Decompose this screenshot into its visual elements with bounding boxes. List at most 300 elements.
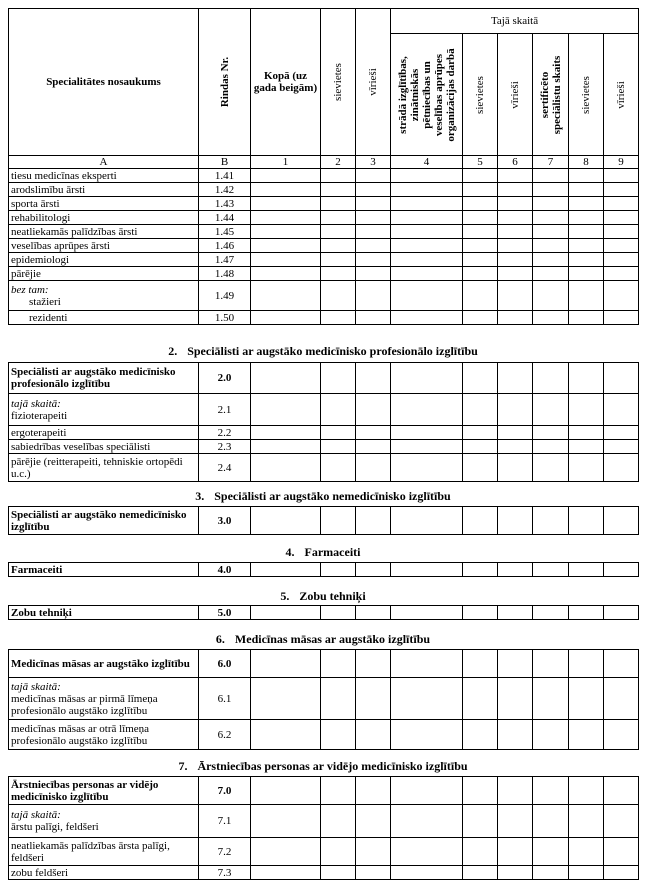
value-cell[interactable] <box>463 311 498 325</box>
value-cell[interactable] <box>356 253 391 267</box>
value-cell[interactable] <box>391 678 463 720</box>
value-cell[interactable] <box>463 606 498 620</box>
value-cell[interactable] <box>604 440 639 454</box>
section-table <box>8 605 639 620</box>
value-cell[interactable] <box>533 720 569 750</box>
value-cell[interactable] <box>498 363 533 394</box>
value-cell[interactable] <box>604 225 639 239</box>
value-cell[interactable] <box>533 650 569 678</box>
value-cell[interactable] <box>356 678 391 720</box>
value-cell[interactable] <box>391 183 463 197</box>
table-row <box>9 394 639 426</box>
value-cell[interactable] <box>604 169 639 183</box>
value-cell[interactable] <box>569 267 604 281</box>
value-cell[interactable] <box>569 394 604 426</box>
value-cell[interactable] <box>569 678 604 720</box>
table-row <box>9 563 639 577</box>
row-name-cell <box>9 777 199 805</box>
value-cell[interactable] <box>251 866 321 880</box>
value-cell[interactable] <box>498 606 533 620</box>
value-cell[interactable] <box>498 678 533 720</box>
column-code: 9 <box>604 156 639 169</box>
row-name-cell <box>9 169 199 183</box>
value-cell[interactable] <box>569 183 604 197</box>
value-cell[interactable] <box>569 281 604 311</box>
value-cell[interactable] <box>251 183 321 197</box>
value-cell[interactable] <box>604 650 639 678</box>
value-cell[interactable] <box>391 267 463 281</box>
value-cell[interactable] <box>321 454 356 482</box>
value-cell[interactable] <box>463 838 498 866</box>
value-cell[interactable] <box>533 426 569 440</box>
value-cell[interactable] <box>604 183 639 197</box>
value-cell[interactable] <box>569 650 604 678</box>
row-number-cell: 1.46 <box>199 239 251 253</box>
value-cell[interactable] <box>604 426 639 440</box>
value-cell[interactable] <box>463 720 498 750</box>
value-cell[interactable] <box>463 169 498 183</box>
value-cell[interactable] <box>391 507 463 535</box>
value-cell[interactable] <box>498 225 533 239</box>
value-cell[interactable] <box>356 211 391 225</box>
value-cell[interactable] <box>498 507 533 535</box>
row-name-cell <box>9 426 199 440</box>
value-cell[interactable] <box>463 563 498 577</box>
working-label <box>397 48 457 141</box>
table-row <box>9 678 639 720</box>
header-total-cell: Kopā (uz gada beigām) <box>251 9 321 156</box>
value-cell[interactable] <box>251 720 321 750</box>
section-title-text: Speciālisti ar augstāko nemedicīnisko izglītību <box>214 489 451 503</box>
value-cell[interactable] <box>533 777 569 805</box>
header-men-cell: vīrieši <box>356 9 391 156</box>
value-cell[interactable] <box>463 211 498 225</box>
row-name: ergoterapeiti <box>11 426 67 439</box>
section-title <box>8 632 638 646</box>
value-cell[interactable] <box>356 866 391 880</box>
row-number-cell: 1.41 <box>199 169 251 183</box>
value-cell[interactable] <box>251 606 321 620</box>
certified-label <box>539 55 563 134</box>
value-cell[interactable] <box>569 169 604 183</box>
value-cell[interactable] <box>604 394 639 426</box>
value-cell[interactable] <box>356 563 391 577</box>
value-cell[interactable] <box>251 281 321 311</box>
value-cell[interactable] <box>604 720 639 750</box>
value-cell[interactable] <box>463 253 498 267</box>
value-cell[interactable] <box>251 239 321 253</box>
value-cell[interactable] <box>533 363 569 394</box>
value-cell[interactable] <box>251 563 321 577</box>
table-row <box>9 720 639 750</box>
value-cell[interactable] <box>604 211 639 225</box>
value-cell[interactable] <box>498 777 533 805</box>
value-cell[interactable] <box>391 606 463 620</box>
value-cell[interactable] <box>569 563 604 577</box>
value-cell[interactable] <box>604 678 639 720</box>
value-cell[interactable] <box>251 267 321 281</box>
value-cell[interactable] <box>321 720 356 750</box>
value-cell[interactable] <box>533 394 569 426</box>
value-cell[interactable] <box>251 311 321 325</box>
value-cell[interactable] <box>604 563 639 577</box>
row-name: pārējie (reitterapeiti, tehniskie ortopēdi u.c.) <box>11 455 183 480</box>
table-row <box>9 838 639 866</box>
value-cell[interactable] <box>533 169 569 183</box>
value-cell[interactable] <box>533 866 569 880</box>
value-cell[interactable] <box>356 267 391 281</box>
value-cell[interactable] <box>463 239 498 253</box>
section-title-text: Medicīnas māsas ar augstāko izglītību <box>234 632 431 646</box>
value-cell[interactable] <box>251 650 321 678</box>
value-cell[interactable] <box>498 394 533 426</box>
value-cell[interactable] <box>604 805 639 838</box>
value-cell[interactable] <box>321 183 356 197</box>
value-cell[interactable] <box>391 169 463 183</box>
value-cell[interactable] <box>498 281 533 311</box>
column-codes-row <box>9 156 639 169</box>
value-cell[interactable] <box>251 363 321 394</box>
value-cell[interactable] <box>498 169 533 183</box>
value-cell[interactable] <box>356 805 391 838</box>
value-cell[interactable] <box>569 239 604 253</box>
value-cell[interactable] <box>604 311 639 325</box>
value-cell[interactable] <box>356 777 391 805</box>
value-cell[interactable] <box>251 426 321 440</box>
value-cell[interactable] <box>463 197 498 211</box>
value-cell[interactable] <box>391 363 463 394</box>
value-cell[interactable] <box>321 363 356 394</box>
value-cell[interactable] <box>569 440 604 454</box>
column-code: 1 <box>251 156 321 169</box>
value-cell[interactable] <box>533 563 569 577</box>
value-cell[interactable] <box>498 805 533 838</box>
value-cell[interactable] <box>251 440 321 454</box>
row-number-cell: 7.3 <box>199 866 251 880</box>
value-cell[interactable] <box>533 211 569 225</box>
value-cell[interactable] <box>604 239 639 253</box>
value-cell[interactable] <box>498 838 533 866</box>
row-italic-note: tajā skaitā: <box>11 809 61 821</box>
value-cell[interactable] <box>604 838 639 866</box>
value-cell[interactable] <box>391 426 463 440</box>
header-working-men-cell: vīrieši <box>498 34 533 156</box>
table-row <box>9 606 639 620</box>
row-name: stažieri <box>29 295 61 308</box>
row-name-cell <box>9 225 199 239</box>
row-name: zobu feldšeri <box>11 866 69 879</box>
row-name-cell <box>9 650 199 678</box>
value-cell[interactable] <box>498 866 533 880</box>
value-cell[interactable] <box>321 426 356 440</box>
table-row <box>9 454 639 482</box>
value-cell[interactable] <box>604 363 639 394</box>
row-name: Speciālisti ar augstāko nemedicīnisko izglītību <box>11 508 187 533</box>
value-cell[interactable] <box>251 777 321 805</box>
value-cell[interactable] <box>356 225 391 239</box>
row-name: arodslimību ārsti <box>11 183 86 196</box>
value-cell[interactable] <box>463 225 498 239</box>
value-cell[interactable] <box>391 311 463 325</box>
value-cell[interactable] <box>533 805 569 838</box>
value-cell[interactable] <box>569 426 604 440</box>
row-number-cell: 1.44 <box>199 211 251 225</box>
value-cell[interactable] <box>604 197 639 211</box>
value-cell[interactable] <box>321 678 356 720</box>
value-cell[interactable] <box>569 507 604 535</box>
section-number: 6. <box>215 632 225 646</box>
row-name: Ārstniecības personas ar vidējo medicīnisko izglītību <box>11 778 159 803</box>
value-cell[interactable] <box>569 454 604 482</box>
value-cell[interactable] <box>533 678 569 720</box>
value-cell[interactable] <box>569 311 604 325</box>
value-cell[interactable] <box>569 225 604 239</box>
row-name: epidemiologi <box>11 253 70 266</box>
row-name-cell <box>9 211 199 225</box>
value-cell[interactable] <box>569 805 604 838</box>
section-title-text: Farmaceiti <box>304 545 361 559</box>
value-cell[interactable] <box>251 211 321 225</box>
value-cell[interactable] <box>321 169 356 183</box>
value-cell[interactable] <box>498 454 533 482</box>
value-cell[interactable] <box>604 777 639 805</box>
value-cell[interactable] <box>569 253 604 267</box>
row-name: Farmaceiti <box>11 563 63 576</box>
value-cell[interactable] <box>391 720 463 750</box>
value-cell[interactable] <box>321 805 356 838</box>
value-cell[interactable] <box>533 454 569 482</box>
value-cell[interactable] <box>356 197 391 211</box>
row-name: ārstu palīgi, feldšeri <box>11 821 99 833</box>
value-cell[interactable] <box>356 426 391 440</box>
value-cell[interactable] <box>251 454 321 482</box>
value-cell[interactable] <box>321 563 356 577</box>
value-cell[interactable] <box>498 440 533 454</box>
value-cell[interactable] <box>533 183 569 197</box>
value-cell[interactable] <box>533 606 569 620</box>
value-cell[interactable] <box>251 225 321 239</box>
value-cell[interactable] <box>463 281 498 311</box>
section-number: 7. <box>178 759 188 773</box>
value-cell[interactable] <box>569 777 604 805</box>
value-cell[interactable] <box>356 838 391 866</box>
value-cell[interactable] <box>251 169 321 183</box>
value-cell[interactable] <box>321 311 356 325</box>
value-cell[interactable] <box>321 650 356 678</box>
value-cell[interactable] <box>533 281 569 311</box>
value-cell[interactable] <box>251 678 321 720</box>
value-cell[interactable] <box>463 440 498 454</box>
value-cell[interactable] <box>533 440 569 454</box>
value-cell[interactable] <box>356 454 391 482</box>
value-cell[interactable] <box>463 267 498 281</box>
value-cell[interactable] <box>498 426 533 440</box>
value-cell[interactable] <box>321 440 356 454</box>
working-label-line: organizācijas darbā <box>444 47 457 142</box>
value-cell[interactable] <box>604 606 639 620</box>
value-cell[interactable] <box>463 394 498 426</box>
value-cell[interactable] <box>569 197 604 211</box>
value-cell[interactable] <box>533 197 569 211</box>
value-cell[interactable] <box>533 239 569 253</box>
value-cell[interactable] <box>356 720 391 750</box>
value-cell[interactable] <box>251 805 321 838</box>
value-cell[interactable] <box>569 363 604 394</box>
value-cell[interactable] <box>463 183 498 197</box>
value-cell[interactable] <box>391 805 463 838</box>
value-cell[interactable] <box>463 454 498 482</box>
value-cell[interactable] <box>356 507 391 535</box>
value-cell[interactable] <box>321 394 356 426</box>
value-cell[interactable] <box>321 211 356 225</box>
value-cell[interactable] <box>569 720 604 750</box>
value-cell[interactable] <box>498 253 533 267</box>
header-women-cell: sievietes <box>321 9 356 156</box>
value-cell[interactable] <box>498 197 533 211</box>
value-cell[interactable] <box>321 239 356 253</box>
row-number-cell: 6.2 <box>199 720 251 750</box>
table-row <box>9 440 639 454</box>
value-cell[interactable] <box>356 281 391 311</box>
column-code: 5 <box>463 156 498 169</box>
value-cell[interactable] <box>321 866 356 880</box>
section-number: 5. <box>280 589 290 603</box>
section-title <box>8 489 638 503</box>
row-name-cell <box>9 281 199 311</box>
value-cell[interactable] <box>498 650 533 678</box>
value-cell[interactable] <box>533 225 569 239</box>
value-cell[interactable] <box>604 267 639 281</box>
value-cell[interactable] <box>533 838 569 866</box>
value-cell[interactable] <box>321 507 356 535</box>
row-name-cell <box>9 507 199 535</box>
value-cell[interactable] <box>391 211 463 225</box>
value-cell[interactable] <box>463 866 498 880</box>
value-cell[interactable] <box>356 363 391 394</box>
value-cell[interactable] <box>498 311 533 325</box>
value-cell[interactable] <box>356 183 391 197</box>
value-cell[interactable] <box>391 777 463 805</box>
value-cell[interactable] <box>356 394 391 426</box>
row-number-cell: 7.1 <box>199 805 251 838</box>
row-number-cell: 1.47 <box>199 253 251 267</box>
table-row <box>9 866 639 880</box>
value-cell[interactable] <box>569 606 604 620</box>
value-cell[interactable] <box>463 507 498 535</box>
row-name-cell <box>9 838 199 866</box>
row-number-cell: 1.43 <box>199 197 251 211</box>
value-cell[interactable] <box>321 606 356 620</box>
value-cell[interactable] <box>321 838 356 866</box>
row-name: Zobu tehniķi <box>11 606 72 619</box>
value-cell[interactable] <box>391 838 463 866</box>
value-cell[interactable] <box>251 507 321 535</box>
section-title-text: Ārstniecības personas ar vidējo medicīnisko izglītību <box>197 759 468 773</box>
value-cell[interactable] <box>391 394 463 426</box>
value-cell[interactable] <box>463 650 498 678</box>
value-cell[interactable] <box>321 197 356 211</box>
value-cell[interactable] <box>569 866 604 880</box>
value-cell[interactable] <box>533 253 569 267</box>
column-code: B <box>199 156 251 169</box>
value-cell[interactable] <box>356 650 391 678</box>
value-cell[interactable] <box>463 777 498 805</box>
value-cell[interactable] <box>498 563 533 577</box>
value-cell[interactable] <box>604 454 639 482</box>
value-cell[interactable] <box>463 678 498 720</box>
value-cell[interactable] <box>604 507 639 535</box>
value-cell[interactable] <box>463 426 498 440</box>
row-number-cell: 6.1 <box>199 678 251 720</box>
value-cell[interactable] <box>356 239 391 253</box>
value-cell[interactable] <box>498 720 533 750</box>
value-cell[interactable] <box>321 777 356 805</box>
value-cell[interactable] <box>391 440 463 454</box>
column-code: 2 <box>321 156 356 169</box>
section-table <box>8 649 639 750</box>
value-cell[interactable] <box>356 311 391 325</box>
value-cell[interactable] <box>356 169 391 183</box>
row-name-cell <box>9 563 199 577</box>
value-cell[interactable] <box>391 866 463 880</box>
value-cell[interactable] <box>321 225 356 239</box>
value-cell[interactable] <box>391 239 463 253</box>
value-cell[interactable] <box>251 838 321 866</box>
column-code: 6 <box>498 156 533 169</box>
value-cell[interactable] <box>463 363 498 394</box>
row-name-cell <box>9 454 199 482</box>
value-cell[interactable] <box>604 866 639 880</box>
value-cell[interactable] <box>391 650 463 678</box>
value-cell[interactable] <box>533 267 569 281</box>
value-cell[interactable] <box>604 253 639 267</box>
table-row <box>9 267 639 281</box>
value-cell[interactable] <box>391 197 463 211</box>
value-cell[interactable] <box>391 281 463 311</box>
value-cell[interactable] <box>498 211 533 225</box>
value-cell[interactable] <box>321 253 356 267</box>
value-cell[interactable] <box>463 805 498 838</box>
row-name: neatliekamās palīdzības ārsti <box>11 225 138 238</box>
value-cell[interactable] <box>356 606 391 620</box>
section-table <box>8 362 639 482</box>
value-cell[interactable] <box>356 440 391 454</box>
value-cell[interactable] <box>498 239 533 253</box>
value-cell[interactable] <box>391 454 463 482</box>
value-cell[interactable] <box>498 267 533 281</box>
value-cell[interactable] <box>391 563 463 577</box>
value-cell[interactable] <box>569 211 604 225</box>
value-cell[interactable] <box>391 225 463 239</box>
value-cell[interactable] <box>604 281 639 311</box>
row-italic-note: tajā skaitā: <box>11 397 61 410</box>
value-cell[interactable] <box>251 253 321 267</box>
row-name: neatliekamās palīdzības ārsta palīgi, feldšeri <box>11 839 170 864</box>
value-cell[interactable] <box>321 267 356 281</box>
value-cell[interactable] <box>533 507 569 535</box>
value-cell[interactable] <box>533 311 569 325</box>
row-italic-note: tajā skaitā: <box>11 680 61 693</box>
row-number-cell: 7.0 <box>199 777 251 805</box>
value-cell[interactable] <box>391 253 463 267</box>
value-cell[interactable] <box>251 197 321 211</box>
row-italic-note: bez tam: <box>11 283 49 296</box>
value-cell[interactable] <box>321 281 356 311</box>
table-row <box>9 183 639 197</box>
value-cell[interactable] <box>251 394 321 426</box>
value-cell[interactable] <box>498 183 533 197</box>
value-cell[interactable] <box>569 838 604 866</box>
